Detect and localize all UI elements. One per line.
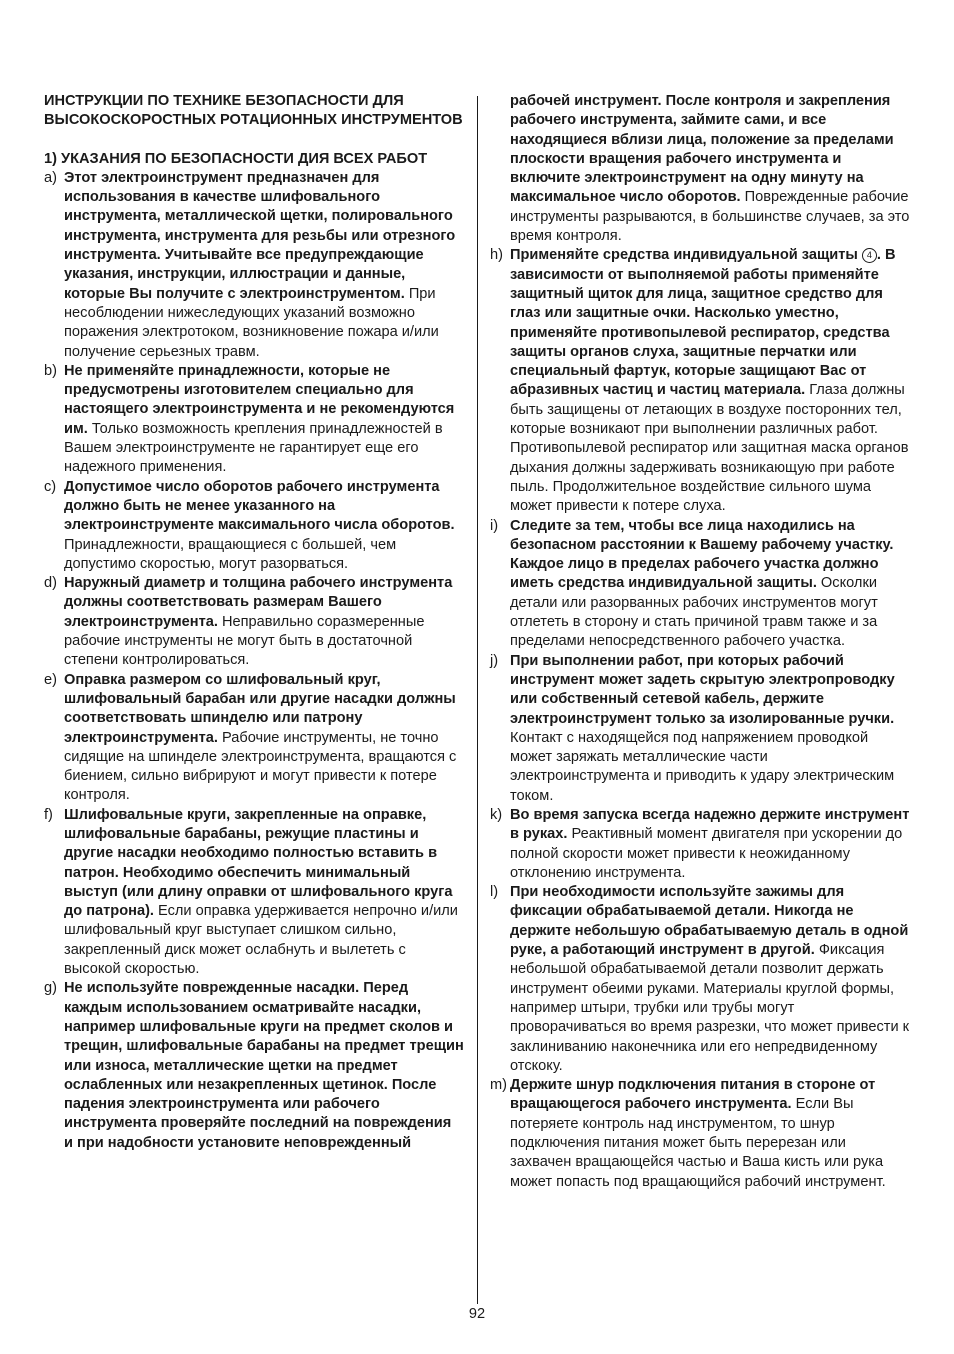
item-marker: h) [490, 247, 503, 264]
list-item-d [44, 574, 464, 670]
item-marker: g) [44, 980, 57, 997]
item-warning: Допустимое число оборотов рабочего инструмента должно быть не менее указанного на электроинструменте максимального числа оборотов. [64, 478, 455, 534]
item-warning: Наружный диаметр и толщина рабочего инструмента должны соответствовать размерам Вашего электроинструмента. [64, 575, 453, 630]
list-item-g [44, 979, 464, 1153]
item-marker: k) [490, 806, 503, 823]
list-item-f [44, 806, 464, 980]
item-warning: Этот электроинструмент предназначен для использования в качестве шлифовального инструмента, металлической щетки, полировального инструмента, инструмента для резьбы или отрезного инструмента. Учитывайте все предупреждающие указания, инструкции, иллюстрации и данные, которые Вы получите с электроинструментом. [64, 169, 456, 302]
column-divider [477, 96, 478, 1304]
page-number: 92 [468, 1306, 486, 1322]
list-item-a [44, 169, 464, 362]
item-marker: d) [44, 575, 57, 592]
item-warning: Оправка размером со шлифовальный круг, шлифовальный барабан или другие насадки должны соответствовать шпинделю или патрону электроинструмента. [64, 671, 456, 746]
list-item-m [490, 1076, 910, 1192]
item-warning: Применяйте средства индивидуальной защиты [510, 247, 858, 264]
item-marker: j) [490, 652, 499, 669]
item-marker: c) [44, 478, 57, 495]
item-warning: Не применяйте принадлежности, которые не предусмотрены изготовителем специально для настоящего электроинструмента и не рекомендуются им. [64, 362, 455, 437]
item-warning: При выполнении работ, при которых рабочий инструмент может задеть скрытую электропроводку или собственный сетевой кабель, держите электроинструмент только за изолированные ручки. [510, 652, 895, 727]
item-explanation: Рабочие инструменты, не точно сидящие на шпинделе электроинструмента, вращаются с биением, сильно вибрируют и могут привести к потере контроля. [64, 729, 457, 804]
item-explanation: При несоблюдении нижеследующих указаний возможно поражения электротоком, возникновение пожара и/или получение серьезных травм. [64, 285, 439, 360]
right-column [490, 92, 910, 1192]
item-explanation: Поврежденные рабочие инструменты разрываются, в большинстве случаев, за это время контроля. [510, 189, 910, 245]
item-warning: Следите за тем, чтобы все лица находились на безопасном расстоянии к Вашему рабочему участку. Каждое лицо в пределах рабочего участка должно иметь средства индивидуальной защиты. [510, 517, 894, 592]
list-item-e [44, 671, 464, 806]
item-explanation: Неправильно соразмеренные рабочие инструменты не могут быть в достаточной степени контролироваться. [64, 613, 425, 669]
left-column [44, 92, 464, 1153]
item-warning: Во время запуска всегда надежно держите инструмент в руках. [510, 806, 910, 843]
item-explanation: Принадлежности, вращающиеся с большей, чем допустимо скоростью, могут разорваться. [64, 536, 397, 572]
item-marker: m) [490, 1077, 508, 1094]
item-explanation: Контакт с находящейся под напряжением проводкой может заряжать металлические части электроинструмента и приводить к удару электрическим током. [510, 729, 895, 804]
item-warning: рабочей инструмент. После контроля и закрепления рабочего инструмента, займите сами, и все находящиеся вблизи лица, положение за пределами плоскости вращения рабочего инструмента и включите электроинструмент на одну минуту на максимальное число оборотов. [510, 93, 894, 206]
item-explanation: Фиксация небольшой обрабатываемой детали позволит держать инструмент обеими руками. Материалы круглой формы, например штыри, трубки или трубы могут проворачиваться во время разрезки, что может привести к заклиниванию наконечника или его непредвиденному отскоку. [510, 942, 910, 1074]
list-item-b [44, 362, 464, 478]
list-item-c [44, 478, 464, 574]
list-item-k [490, 806, 910, 883]
list-item-l [490, 883, 910, 1076]
item-explanation: Осколки детали или разорванных рабочих инструментов могут отлететь в сторону и стать причиной травм также и за пределами непосредственного рабочего участка. [510, 575, 878, 650]
item-marker: f) [44, 806, 53, 823]
list-item-i [490, 517, 910, 652]
figure-reference-badge: 4 [862, 248, 877, 263]
item-explanation: Если оправка удерживается непрочно и/или шлифовальный круг выступает слишком сильно, закрепленный диск может ослабнуть и вылететь с высокой скоростью. [64, 903, 458, 978]
item-explanation: Если Вы потеряете контроль над инструментом, то шнур подключения питания может быть перерезан или захвачен вращающейся частью и Ваша кисть или рука может попасть под вращающийся рабочий инструмент. [510, 1096, 886, 1190]
list-item-j [490, 652, 910, 806]
section-heading: 1) УКАЗАНИЯ ПО БЕЗОПАСНОСТИ ДИЯ ВСЕХ РАБОТ [44, 150, 428, 167]
item-warning: Не используйте поврежденные насадки. Перед каждым использованием осматривайте насадки, например шлифовальные круги на предмет сколов и трещин, шлифовальные барабаны на предмет трещин или износа, металлические щетки на предмет ослабленных или незакрепленных щетинок. После падения электроинструмента или рабочего инструмента проверяйте последний на повреждения и при надобности установите неповрежденный [64, 980, 464, 1151]
item-warning: Держите шнур подключения питания в стороне от вращающегося рабочего инструмента. [510, 1077, 876, 1113]
item-warning-continued: . В зависимости от выполняемой работы применяйте защитный щиток для лица, защитное средство для глаз или защитные очки. Насколько уместно, применяйте противопылевой респиратор, средства защиты органов слуха, защитные перчатки или специальный фартук, которые защищают Вас от абразивных частиц и частиц материала. [510, 247, 896, 399]
item-marker: b) [44, 362, 57, 379]
document-title: ИНСТРУКЦИИ ПО ТЕХНИКЕ БЕЗОПАСНОСТИ ДЛЯ ВЫСОКОСКОРОСТНЫХ РОТАЦИОННЫХ ИНСТРУМЕНТОВ [44, 93, 463, 129]
item-warning: При необходимости используйте зажимы для фиксации обрабатываемой детали. Никогда не держите небольшую обрабатываемую деталь в одной руке, а работающий инструмент в другой. [510, 884, 909, 959]
item-explanation: Глаза должны быть защищены от летающих в воздухе посторонних тел, которые возникают при выполнении различных работ. Противопылевой респиратор или защитная маска органов дыхания должны задерживать возникающую при работе пыль. Продолжительное воздействие сильного шума может привести к потере слуха. [510, 382, 909, 515]
list-item-h [490, 246, 910, 516]
item-explanation: Только возможность крепления принадлежностей в Вашем электроинструменте не гарантирует еще его надежного применения. [64, 420, 443, 476]
item-warning: Шлифовальные круги, закрепленные на оправке, шлифовальные барабаны, режущие пластины и другие насадки необходимо полностью вставить в патрон. Необходимо обеспечить минимальный выступ (или длину оправки от шлифовального круга до патрона). [64, 806, 453, 920]
item-explanation: Реактивный момент двигателя при ускорении до полной скорости может привести к неожиданному отклонению инструмента. [510, 826, 903, 881]
item-marker: l) [490, 884, 499, 901]
item-marker: a) [44, 169, 57, 186]
item-marker: i) [490, 517, 499, 534]
item-marker: e) [44, 671, 57, 688]
list-item-g-continued [490, 92, 910, 246]
